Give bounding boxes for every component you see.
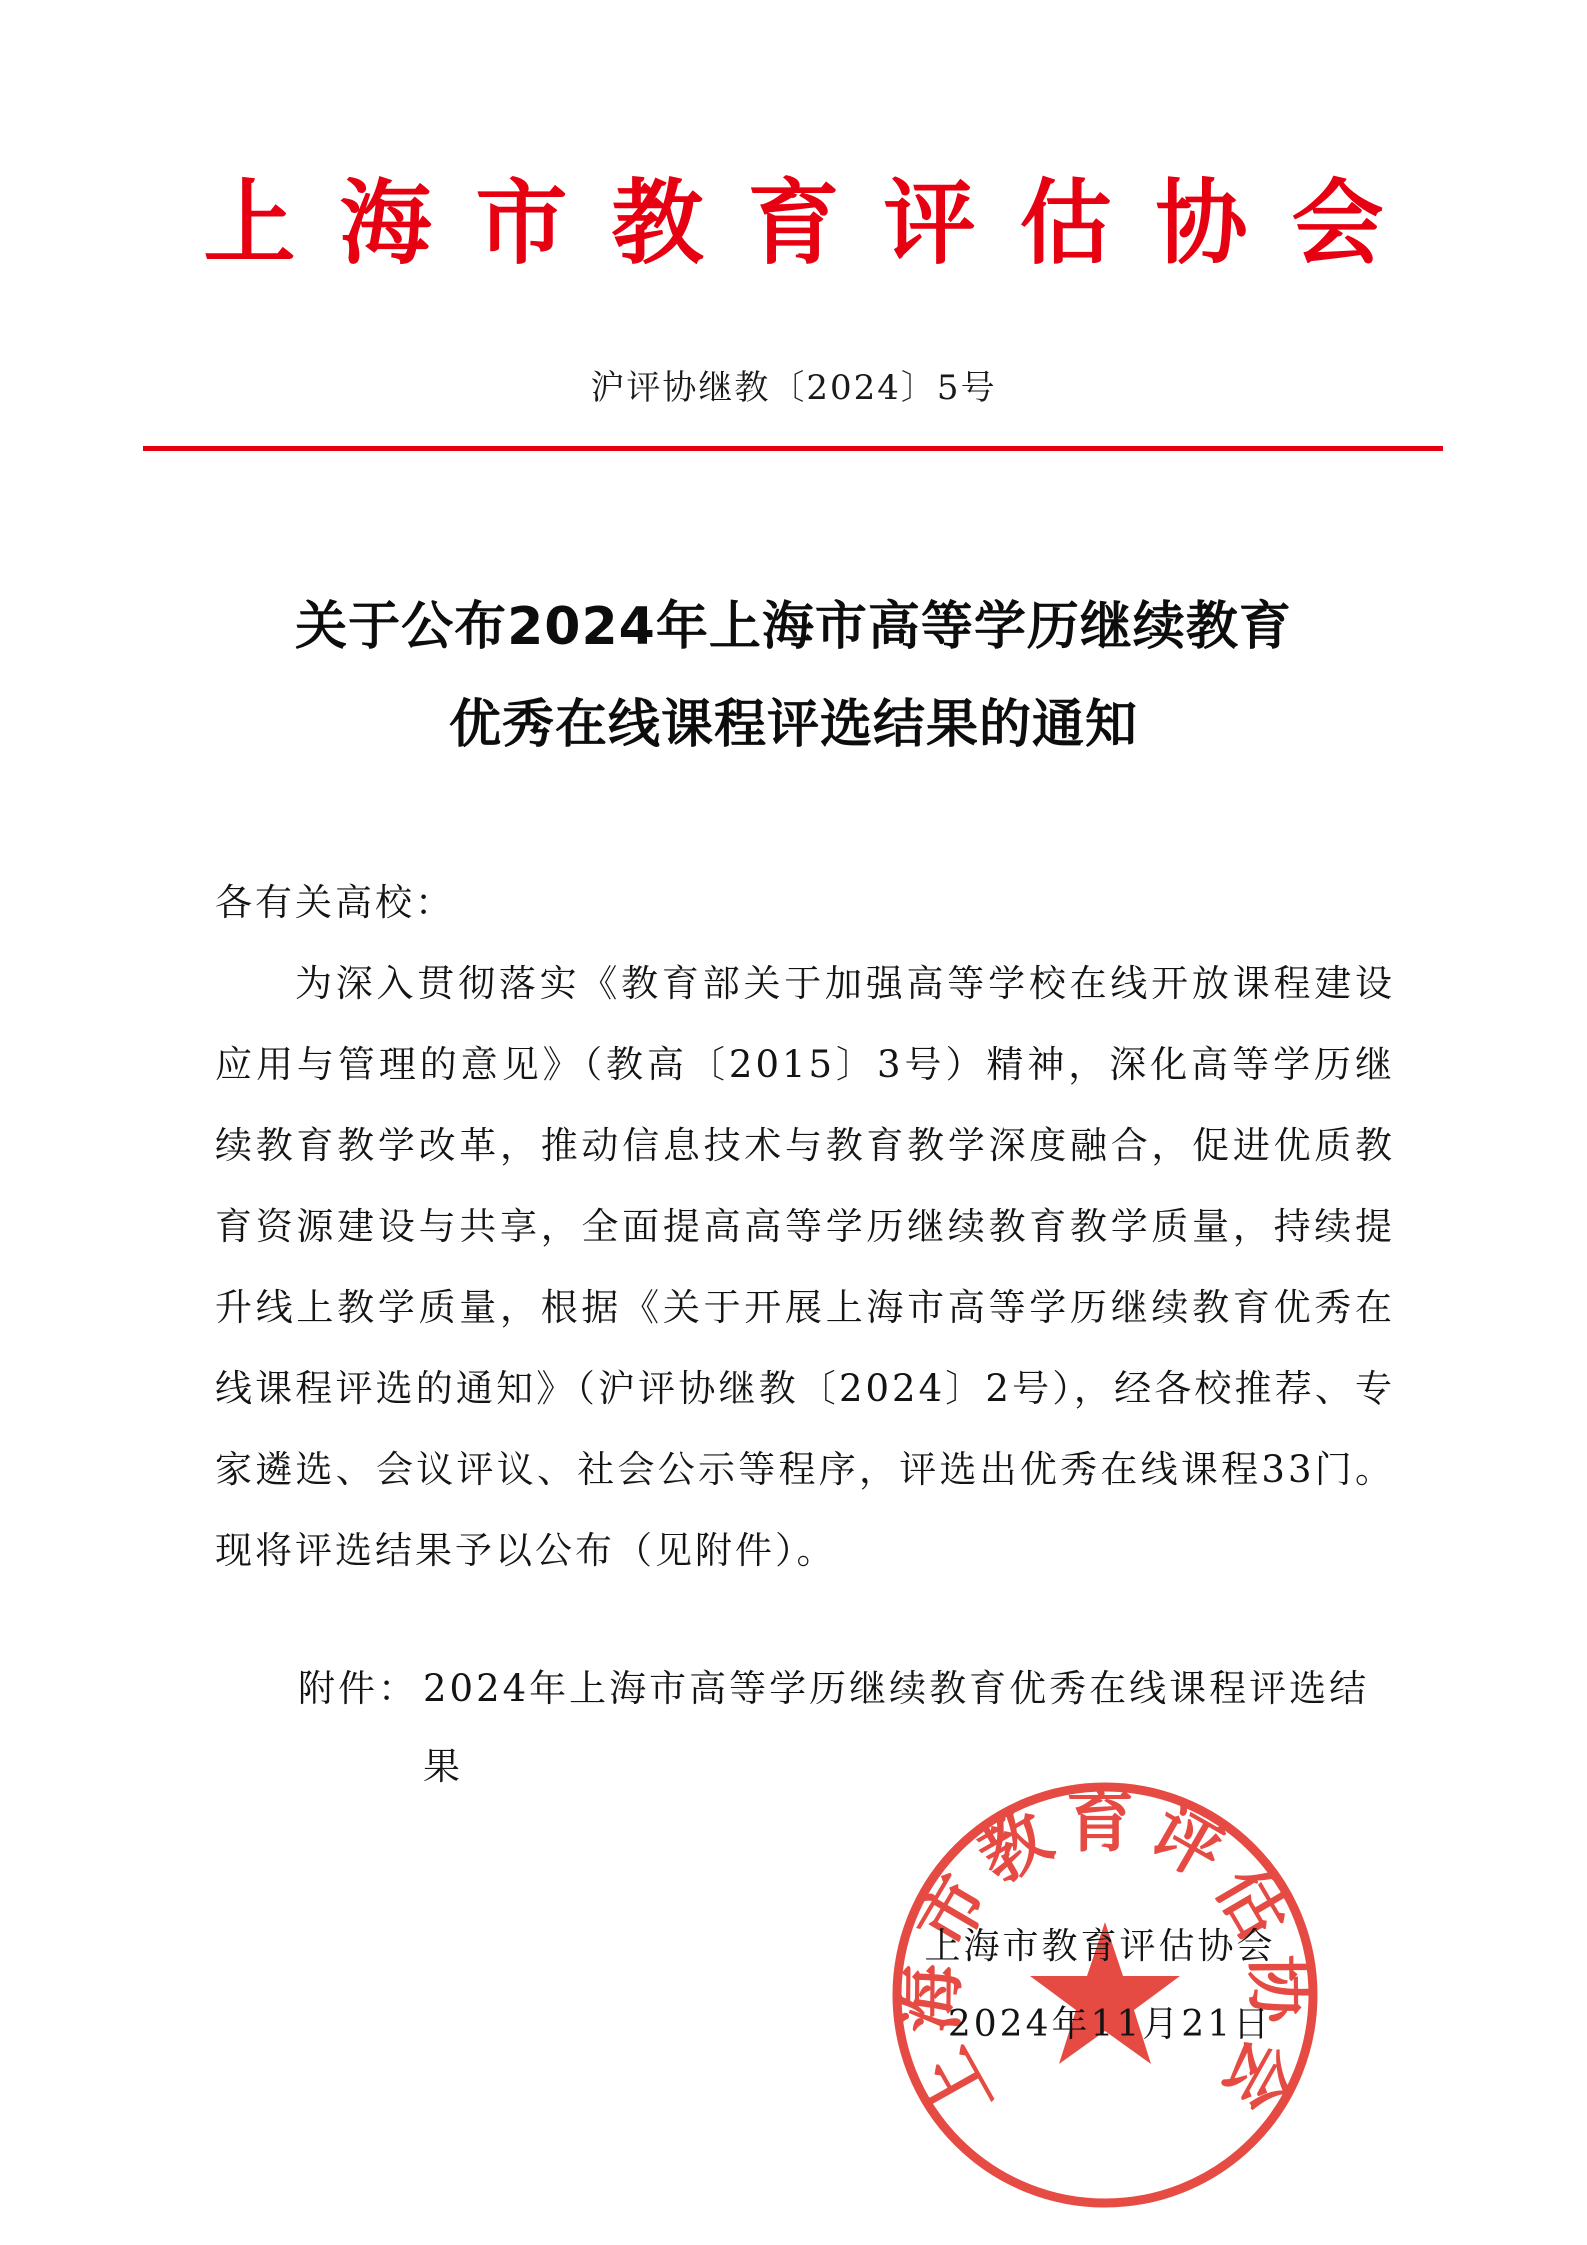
body-paragraph: 为深入贯彻落实《教育部关于加强高等学校在线开放课程建设应用与管理的意见》（教高〔2015〕3号）精神，深化高等学历继续教育教学改革，推动信息技术与教育教学深度融合，促进优质教育资源建设与共享，全面提高高等学历继续教育教学质量，持续提升线上教学质量，根据《关于开展上海市高等学历继续教育优秀在线课程评选的通知》（沪评协继教〔2024〕2号），经各校推荐、专家遴选、会议评议、社会公示等程序，评选出优秀在线课程33门。现将评选结果予以公布（见附件）。 <box>215 962 1395 1572</box>
org-header: 上海市教育评估协会 <box>203 170 1428 277</box>
seal-text: 上海市教育评估协会 <box>892 1783 1318 2133</box>
red-divider <box>143 446 1443 451</box>
document-body <box>215 862 1395 1591</box>
salutation: 各有关高校： <box>215 881 455 924</box>
signature-block <box>880 1908 1320 2064</box>
title-line-1: 关于公布2024年上海市高等学历继续教育 <box>295 597 1292 657</box>
signature-date: 2024年11月21日 <box>947 2004 1273 2045</box>
signature-org: 上海市教育评估协会 <box>924 1926 1276 1967</box>
attachment-label: 附件： <box>298 1667 418 1710</box>
document-number: 沪评协继教〔2024〕5号 <box>590 368 997 408</box>
document-title <box>0 578 1587 774</box>
attachment-text: 2024年上海市高等学历继续教育优秀在线课程评选结果 <box>423 1667 1370 1788</box>
title-line-2: 优秀在线课程评选结果的通知 <box>448 695 1138 755</box>
